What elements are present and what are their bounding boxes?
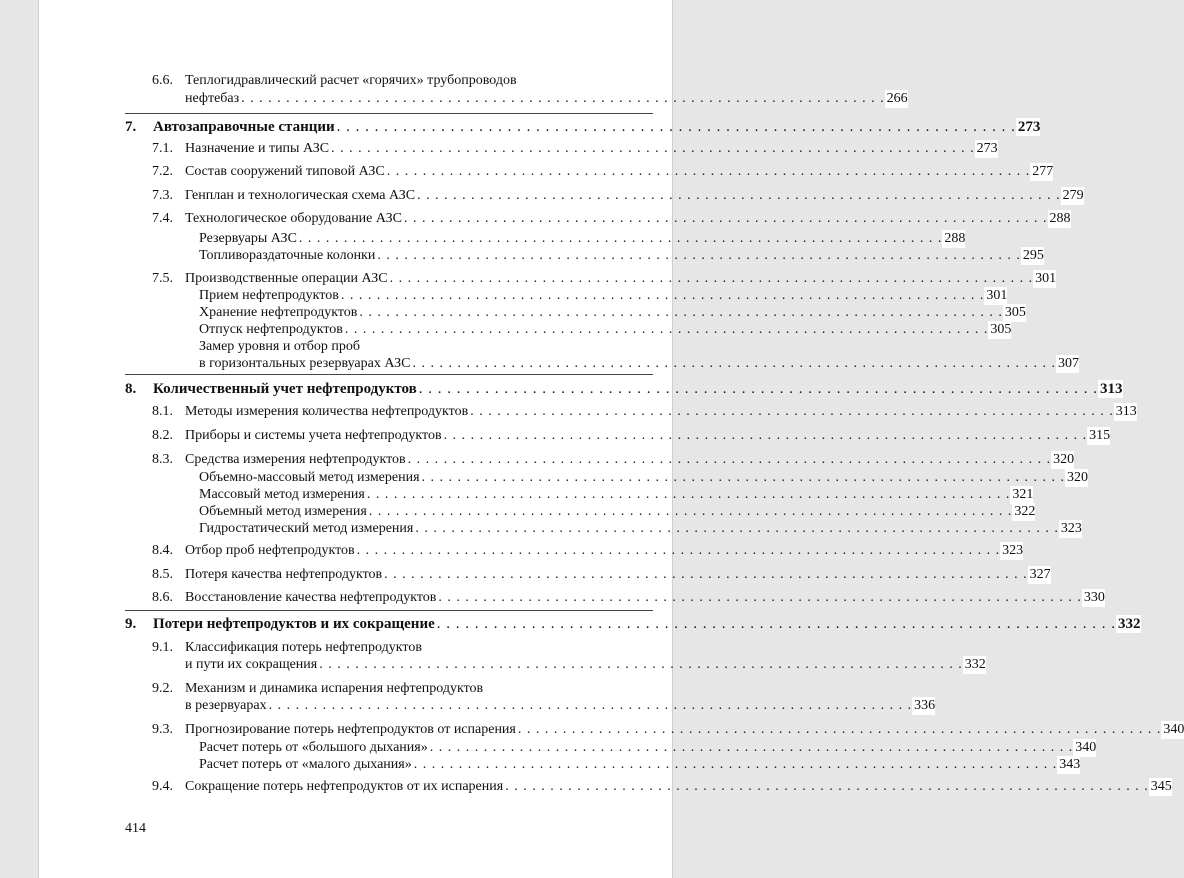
entry-page-number: 320 [1067,470,1089,485]
entry-page-number: 279 [1062,188,1084,203]
section-divider [125,610,653,611]
dot-leader: . . . . . . . . . . . . . . . . . . . . . . . . . . . . . . . . . . . . . . . . . . . . . . . . . . . . . . . . . . . . . . . . . . . . . . . . [368,504,1013,519]
dot-leader: . . . . . . . . . . . . . . . . . . . . . . . . . . . . . . . . . . . . . . . . . . . . . . . . . . . . . . . . . . . . . . . . . . . . . . . . [389,271,1034,286]
toc-entry-9-4[interactable] [125,778,1172,796]
dot-leader: . . . . . . . . . . . . . . . . . . . . . . . . . . . . . . . . . . . . . . . . . . . . . . . . . . . . . . . . . . . . . . . . . . . . . . . . [359,305,1003,320]
dot-leader: . . . . . . . . . . . . . . . . . . . . . . . . . . . . . . . . . . . . . . . . . . . . . . . . . . . . . . . . . . . . . . . . . . . . . . . . [404,211,1048,226]
toc-entry-7-3[interactable] [125,187,1084,205]
toc-entry-6-6[interactable] [125,72,653,90]
entry-title: и пути их сокращения [185,657,318,672]
entry-title: Сокращение потерь нефтепродуктов от их испарения [185,779,504,794]
toc-entry-7-4-b[interactable] [125,247,1044,265]
toc-entry-8-5[interactable] [125,566,1051,584]
entry-title: Генплан и технологическая схема АЗС [185,188,416,203]
dot-leader: . . . . . . . . . . . . . . . . . . . . . . . . . . . . . . . . . . . . . . . . . . . . . . . . . . . . . . . . . . . . . . . . . . . . . . . . [336,119,1016,135]
entry-title: Прием нефтепродуктов [199,288,339,303]
entry-title: Замер уровня и отбор проб [199,339,361,354]
section-number: 9.3. [152,722,173,737]
dot-leader: . . . . . . . . . . . . . . . . . . . . . . . . . . . . . . . . . . . . . . . . . . . . . . . . . . . . . . . . . . . . . . . . . . . . . . . . [340,288,985,303]
entry-page-number: 332 [1118,616,1141,632]
section-number: 7.1. [152,141,173,156]
entry-title: Приборы и системы учета нефтепродуктов [185,428,442,443]
entry-page-number: 277 [1032,164,1054,179]
toc-entry-8-4[interactable] [125,542,1024,560]
dot-leader: . . . . . . . . . . . . . . . . . . . . . . . . . . . . . . . . . . . . . . . . . . . . . . . . . . . . . . . . . . . . . . . . . . . . . . . . [438,590,1082,605]
section-number: 8.6. [152,590,173,605]
section-divider [125,113,653,114]
dot-leader: . . . . . . . . . . . . . . . . . . . . . . . . . . . . . . . . . . . . . . . . . . . . . . . . . . . . . . . . . . . . . . . . . . . . . . . . [412,356,1056,371]
dot-leader: . . . . . . . . . . . . . . . . . . . . . . . . . . . . . . . . . . . . . . . . . . . . . . . . . . . . . . . . . . . . . . . . . . . . . . . . [298,231,943,246]
entry-page-number: 273 [1017,119,1041,135]
entry-page-number: 340 [1163,722,1184,737]
entry-page-number: 323 [1060,521,1082,536]
toc-entry-9-2-cont[interactable] [125,697,936,715]
entry-title: Назначение и типы АЗС [185,141,330,156]
toc-entry-7-2[interactable] [125,163,1054,181]
toc-entry-7-5-a[interactable] [125,287,1008,305]
toc-entry-8-1[interactable] [125,403,1137,421]
toc-entry-7[interactable] [125,118,1041,136]
dot-leader: . . . . . . . . . . . . . . . . . . . . . . . . . . . . . . . . . . . . . . . . . . . . . . . . . . . . . . . . . . . . . . . . . . . . . . . . [517,722,1162,737]
toc-entry-9-1-cont[interactable] [125,656,986,674]
entry-page-number: 266 [886,91,908,106]
entry-page-number: 307 [1057,356,1079,371]
page-number: 414 [125,821,146,836]
entry-page-number: 322 [1014,504,1036,519]
entry-page-number: 315 [1089,428,1111,443]
dot-leader: . . . . . . . . . . . . . . . . . . . . . . . . . . . . . . . . . . . . . . . . . . . . . . . . . . . . . . . . . . . . . . . . . . . . . . . . [443,428,1088,443]
entry-title: Средства измерения нефтепродуктов [185,452,406,467]
toc-entry-8-2[interactable] [125,427,1111,445]
toc-entry-8-3[interactable] [125,451,1075,469]
entry-title: Методы измерения количества нефтепродуктов [185,404,469,419]
entry-title: Количественный учет нефтепродуктов [153,381,417,397]
dot-leader: . . . . . . . . . . . . . . . . . . . . . . . . . . . . . . . . . . . . . . . . . . . . . . . . . . . . . . . . . . . . . . . . . . . . . . . . [418,381,1099,397]
entry-title: Потеря качества нефтепродуктов [185,567,383,582]
entry-page-number: 345 [1150,779,1172,794]
entry-page-number: 273 [976,141,998,156]
toc-entry-7-1[interactable] [125,140,998,158]
section-number: 8.5. [152,567,173,582]
dot-leader: . . . . . . . . . . . . . . . . . . . . . . . . . . . . . . . . . . . . . . . . . . . . . . . . . . . . . . . . . . . . . . . . . . . . . . . . [436,616,1116,632]
entry-title: Прогнозирование потерь нефтепродуктов от испарения [185,722,516,737]
toc-entry-8-3-b[interactable] [125,486,1034,504]
toc-entry-7-5-d[interactable] [125,338,653,356]
section-number: 9.4. [152,779,173,794]
dot-leader: . . . . . . . . . . . . . . . . . . . . . . . . . . . . . . . . . . . . . . . . . . . . . . . . . . . . . . . . . . . . . . . . . . . . . . . . [268,698,913,713]
entry-title: Отбор проб нефтепродуктов [185,543,355,558]
toc-entry-8-3-c[interactable] [125,503,1036,521]
toc-entry-9[interactable] [125,615,1141,633]
section-divider [125,374,653,375]
toc-entry-9-2[interactable] [125,680,653,698]
entry-title: Объемный метод измерения [199,504,367,519]
entry-title: Механизм и динамика испарения нефтепродуктов [185,681,484,696]
section-number: 7.5. [152,271,173,286]
entry-page-number: 332 [964,657,986,672]
section-number: 6.6. [152,73,173,88]
entry-title: Объемно-массовый метод измерения [199,470,420,485]
entry-page-number: 305 [1004,305,1026,320]
entry-page-number: 313 [1115,404,1137,419]
entry-title: Массовый метод измерения [199,487,365,502]
section-number: 9.1. [152,640,173,655]
dot-leader: . . . . . . . . . . . . . . . . . . . . . . . . . . . . . . . . . . . . . . . . . . . . . . . . . . . . . . . . . . . . . . . . . . . . . . . . [470,404,1114,419]
dot-leader: . . . . . . . . . . . . . . . . . . . . . . . . . . . . . . . . . . . . . . . . . . . . . . . . . . . . . . . . . . . . . . . . . . . . . . . . [417,188,1061,203]
entry-page-number: 301 [1035,271,1057,286]
toc-entry-9-3-a[interactable] [125,739,1097,757]
dot-leader: . . . . . . . . . . . . . . . . . . . . . . . . . . . . . . . . . . . . . . . . . . . . . . . . . . . . . . . . . . . . . . . . . . . . . . . . [386,164,1031,179]
entry-title: Потери нефтепродуктов и их сокращение [153,616,435,632]
dot-leader: . . . . . . . . . . . . . . . . . . . . . . . . . . . . . . . . . . . . . . . . . . . . . . . . . . . . . . . . . . . . . . . . . . . . . . . . [319,657,963,672]
entry-page-number: 340 [1075,740,1097,755]
section-number: 9.2. [152,681,173,696]
dot-leader: . . . . . . . . . . . . . . . . . . . . . . . . . . . . . . . . . . . . . . . . . . . . . . . . . . . . . . . . . . . . . . . . . . . . . . . . [384,567,1028,582]
entry-title: Расчет потерь от «малого дыхания» [199,757,412,772]
dot-leader: . . . . . . . . . . . . . . . . . . . . . . . . . . . . . . . . . . . . . . . . . . . . . . . . . . . . . . . . . . . . . . . . . . . . . . . . [505,779,1149,794]
toc-entry-6-6-cont[interactable] [125,90,908,108]
dot-leader: . . . . . . . . . . . . . . . . . . . . . . . . . . . . . . . . . . . . . . . . . . . . . . . . . . . . . . . . . . . . . . . . . . . . . . . . [407,452,1052,467]
entry-title: Классификация потерь нефтепродуктов [185,640,422,655]
book-page [38,0,1184,878]
entry-title: Автозаправочные станции [153,119,335,135]
entry-title: нефтебаз [185,91,240,106]
entry-page-number: 321 [1012,487,1034,502]
entry-title: в горизонтальных резервуарах АЗС [199,356,411,371]
dot-leader: . . . . . . . . . . . . . . . . . . . . . . . . . . . . . . . . . . . . . . . . . . . . . . . . . . . . . . . . . . . . . . . . . . . . . . . . [421,470,1066,485]
dot-leader: . . . . . . . . . . . . . . . . . . . . . . . . . . . . . . . . . . . . . . . . . . . . . . . . . . . . . . . . . . . . . . . . . . . . . . . . [344,322,989,337]
section-number: 8.2. [152,428,173,443]
entry-page-number: 305 [990,322,1012,337]
entry-title: Теплогидравлический расчет «горячих» трубопроводов [185,73,517,88]
dot-leader: . . . . . . . . . . . . . . . . . . . . . . . . . . . . . . . . . . . . . . . . . . . . . . . . . . . . . . . . . . . . . . . . . . . . . . . . [331,141,975,156]
entry-page-number: 295 [1022,248,1044,263]
entry-title: в резервуарах [185,698,267,713]
toc-entry-7-4-a[interactable] [125,230,966,248]
entry-page-number: 288 [944,231,966,246]
dot-leader: . . . . . . . . . . . . . . . . . . . . . . . . . . . . . . . . . . . . . . . . . . . . . . . . . . . . . . . . . . . . . . . . . . . . . . . . [241,91,885,106]
toc-entry-8-3-d[interactable] [125,520,1082,538]
entry-title: Резервуары АЗС [199,231,297,246]
entry-page-number: 343 [1059,757,1081,772]
entry-title: Хранение нефтепродуктов [199,305,358,320]
entry-page-number: 301 [986,288,1008,303]
dot-leader: . . . . . . . . . . . . . . . . . . . . . . . . . . . . . . . . . . . . . . . . . . . . . . . . . . . . . . . . . . . . . . . . . . . . . . . . [429,740,1074,755]
section-number: 7.4. [152,211,173,226]
dot-leader: . . . . . . . . . . . . . . . . . . . . . . . . . . . . . . . . . . . . . . . . . . . . . . . . . . . . . . . . . . . . . . . . . . . . . . . . [377,248,1021,263]
toc-entry-9-3[interactable] [125,721,1184,739]
toc-entry-7-5[interactable] [125,270,1057,288]
section-number: 7.2. [152,164,173,179]
section-number: 9. [125,616,137,632]
entry-page-number: 288 [1049,211,1071,226]
toc-entry-9-1[interactable] [125,639,653,657]
section-number: 8.4. [152,543,173,558]
section-number: 8.3. [152,452,173,467]
entry-title: Гидростатический метод измерения [199,521,414,536]
toc-entry-7-5-d-cont[interactable] [125,355,1079,373]
entry-page-number: 313 [1100,381,1123,397]
section-number: 8. [125,381,137,397]
toc-entry-7-5-c[interactable] [125,321,1012,339]
dot-leader: . . . . . . . . . . . . . . . . . . . . . . . . . . . . . . . . . . . . . . . . . . . . . . . . . . . . . . . . . . . . . . . . . . . . . . . . [413,757,1058,772]
dot-leader: . . . . . . . . . . . . . . . . . . . . . . . . . . . . . . . . . . . . . . . . . . . . . . . . . . . . . . . . . . . . . . . . . . . . . . . . [366,487,1011,502]
toc-entry-7-5-b[interactable] [125,304,1026,322]
entry-title: Состав сооружений типовой АЗС [185,164,385,179]
entry-page-number: 336 [914,698,936,713]
entry-title: Расчет потерь от «большого дыхания» [199,740,428,755]
toc-entry-8-6[interactable] [125,589,1105,607]
entry-page-number: 323 [1002,543,1024,558]
entry-page-number: 327 [1029,567,1051,582]
entry-title: Производственные операции АЗС [185,271,388,286]
entry-page-number: 320 [1053,452,1075,467]
section-number: 7.3. [152,188,173,203]
toc-entry-8[interactable] [125,380,1123,398]
entry-title: Восстановление качества нефтепродуктов [185,590,437,605]
entry-title: Топливораздаточные колонки [199,248,376,263]
dot-leader: . . . . . . . . . . . . . . . . . . . . . . . . . . . . . . . . . . . . . . . . . . . . . . . . . . . . . . . . . . . . . . . . . . . . . . . . [356,543,1001,558]
entry-title: Технологическое оборудование АЗС [185,211,402,226]
dot-leader: . . . . . . . . . . . . . . . . . . . . . . . . . . . . . . . . . . . . . . . . . . . . . . . . . . . . . . . . . . . . . . . . . . . . . . . . [415,521,1059,536]
section-number: 8.1. [152,404,173,419]
entry-title: Отпуск нефтепродуктов [199,322,343,337]
toc-entry-7-4[interactable] [125,210,1071,228]
toc-entry-9-3-b[interactable] [125,756,1081,774]
toc-entry-8-3-a[interactable] [125,469,1089,487]
section-number: 7. [125,119,137,135]
entry-page-number: 330 [1083,590,1105,605]
